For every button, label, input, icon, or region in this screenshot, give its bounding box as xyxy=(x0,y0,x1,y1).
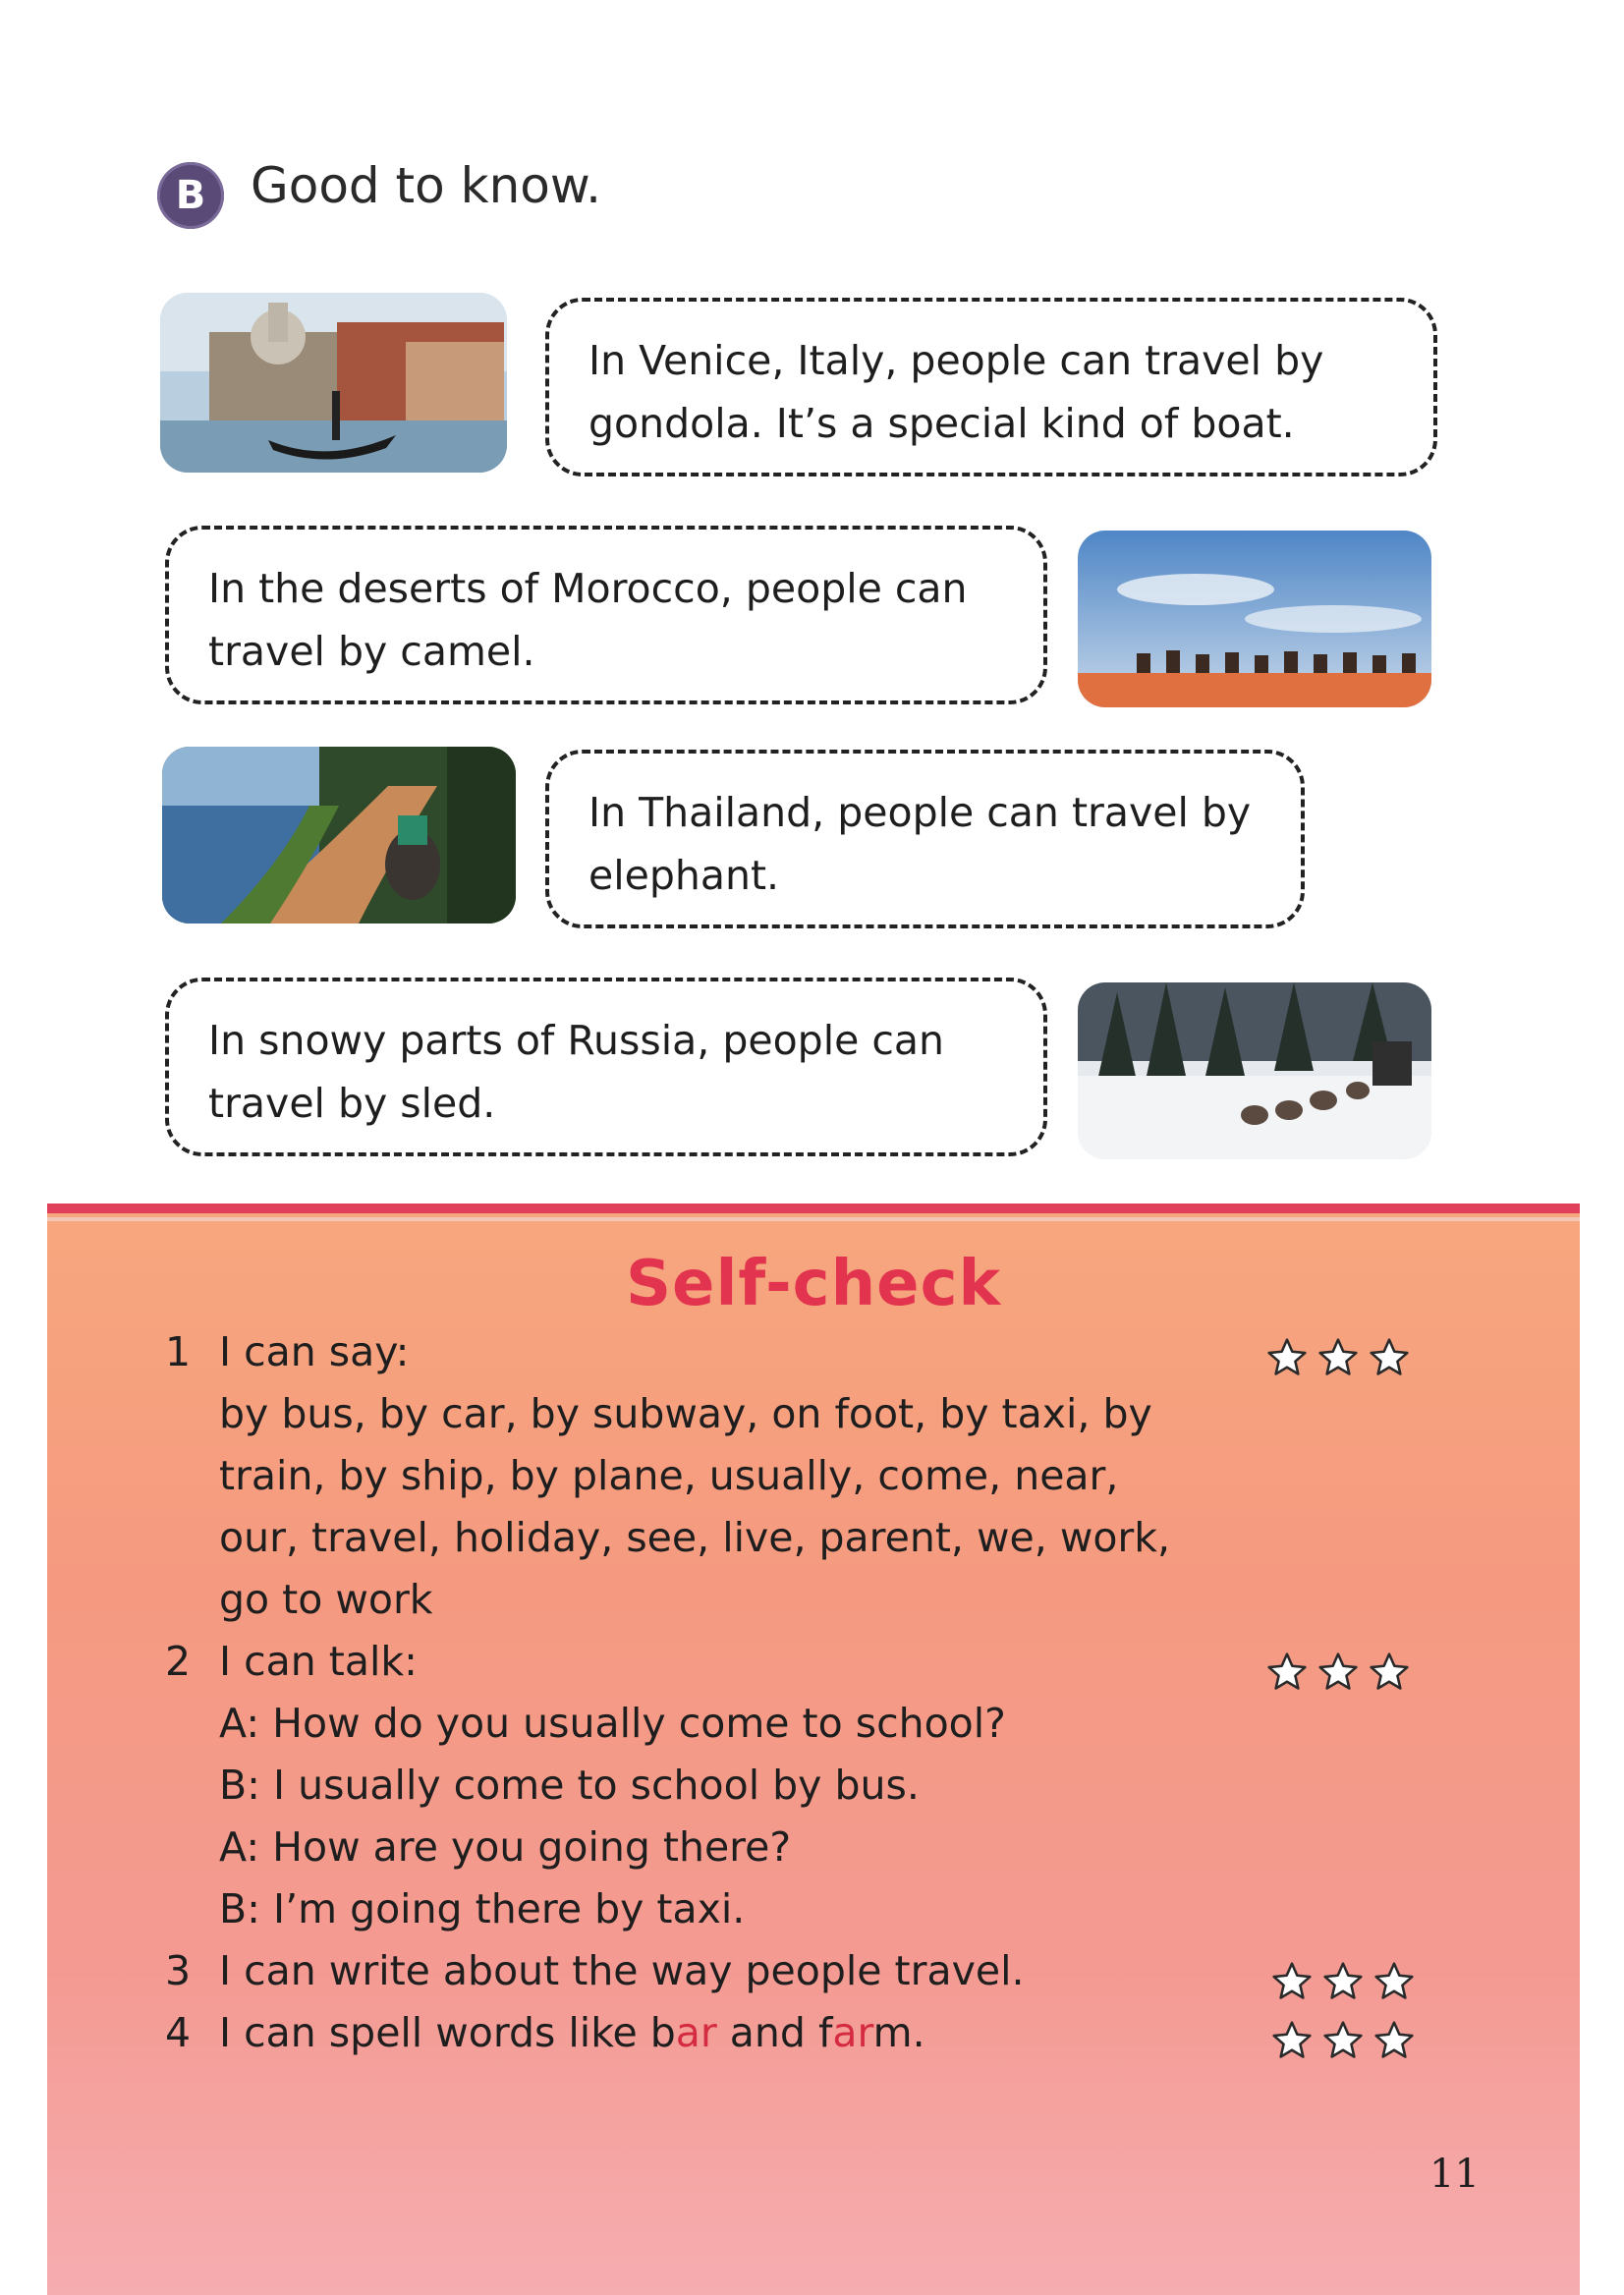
bubble-line: In snowy parts of Russia, people can xyxy=(208,1017,944,1064)
star-outline-icon[interactable] xyxy=(1270,1960,1314,2003)
info-bubble-russia xyxy=(165,978,1047,1156)
star-outline-icon[interactable] xyxy=(1321,1960,1365,2003)
star-outline-icon[interactable] xyxy=(1265,1336,1309,1379)
item-text: m. xyxy=(872,2009,925,2056)
bubble-line: elephant. xyxy=(588,852,780,899)
item-line: by bus, by car, by subway, on foot, by taxi, by xyxy=(219,1390,1152,1437)
self-check-title: Self-check xyxy=(625,1248,1002,1320)
divider xyxy=(47,1203,1580,1213)
self-check-item-3 xyxy=(165,1940,1025,2002)
spelling-highlight: ar xyxy=(675,2009,717,2056)
item-line: I can say: xyxy=(219,1328,410,1375)
item-text: I can spell words like b xyxy=(219,2009,676,2056)
item-line: I can write about the way people travel. xyxy=(219,1947,1025,1994)
item-line: B: I’m going there by taxi. xyxy=(219,1885,746,1932)
star-outline-icon[interactable] xyxy=(1372,2019,1416,2062)
item-number: 3 xyxy=(165,1947,192,1994)
item-line: B: I usually come to school by bus. xyxy=(219,1762,920,1809)
russia-sled-photo xyxy=(1078,982,1431,1159)
star-outline-icon[interactable] xyxy=(1265,1651,1309,1694)
bubble-line: gondola. It’s a special kind of boat. xyxy=(588,400,1295,447)
thailand-elephant-photo xyxy=(162,747,516,924)
page-number: 11 xyxy=(1429,2152,1480,2197)
bubble-line: In the deserts of Morocco, people can xyxy=(208,565,968,612)
star-rating-4[interactable] xyxy=(1270,2019,1416,2062)
bubble-line: In Thailand, people can travel by xyxy=(588,789,1252,836)
star-outline-icon[interactable] xyxy=(1368,1336,1411,1379)
star-outline-icon[interactable] xyxy=(1372,1960,1416,2003)
self-check-item-2 xyxy=(165,1631,1006,1940)
star-outline-icon[interactable] xyxy=(1316,1651,1360,1694)
item-text: and f xyxy=(716,2009,833,2056)
self-check-item-4 xyxy=(165,2002,925,2064)
star-rating-1[interactable] xyxy=(1265,1336,1411,1379)
item-number: 2 xyxy=(165,1638,192,1685)
star-rating-2[interactable] xyxy=(1265,1651,1411,1694)
item-line: A: How do you usually come to school? xyxy=(219,1700,1006,1747)
star-outline-icon[interactable] xyxy=(1321,2019,1365,2062)
star-outline-icon[interactable] xyxy=(1270,2019,1314,2062)
morocco-camel-photo xyxy=(1078,531,1431,707)
section-title: Good to know. xyxy=(251,157,602,214)
item-line: I can talk: xyxy=(219,1638,418,1685)
star-outline-icon[interactable] xyxy=(1316,1336,1360,1379)
info-bubble-venice xyxy=(545,298,1437,476)
item-line: our, travel, holiday, see, live, parent, we, work, xyxy=(219,1514,1171,1561)
item-line: go to work xyxy=(219,1576,433,1623)
bubble-line: In Venice, Italy, people can travel by xyxy=(588,337,1324,384)
item-number: 1 xyxy=(165,1328,192,1375)
self-check-item-1 xyxy=(165,1321,1170,1631)
info-bubble-morocco xyxy=(165,526,1047,704)
info-bubble-thailand xyxy=(545,750,1305,928)
item-line: train, by ship, by plane, usually, come, near, xyxy=(219,1452,1119,1499)
item-line: A: How are you going there? xyxy=(219,1823,792,1871)
star-outline-icon[interactable] xyxy=(1368,1651,1411,1694)
self-check-panel xyxy=(47,1203,1580,2295)
item-line xyxy=(219,2002,925,2064)
venice-gondola-photo xyxy=(160,293,507,473)
divider xyxy=(47,1217,1580,1221)
bubble-line: travel by camel. xyxy=(208,628,535,675)
spelling-highlight: ar xyxy=(832,2009,873,2056)
section-b-badge: B xyxy=(157,162,224,229)
star-rating-3[interactable] xyxy=(1270,1960,1416,2003)
item-number: 4 xyxy=(165,2009,192,2056)
bubble-line: travel by sled. xyxy=(208,1080,496,1127)
